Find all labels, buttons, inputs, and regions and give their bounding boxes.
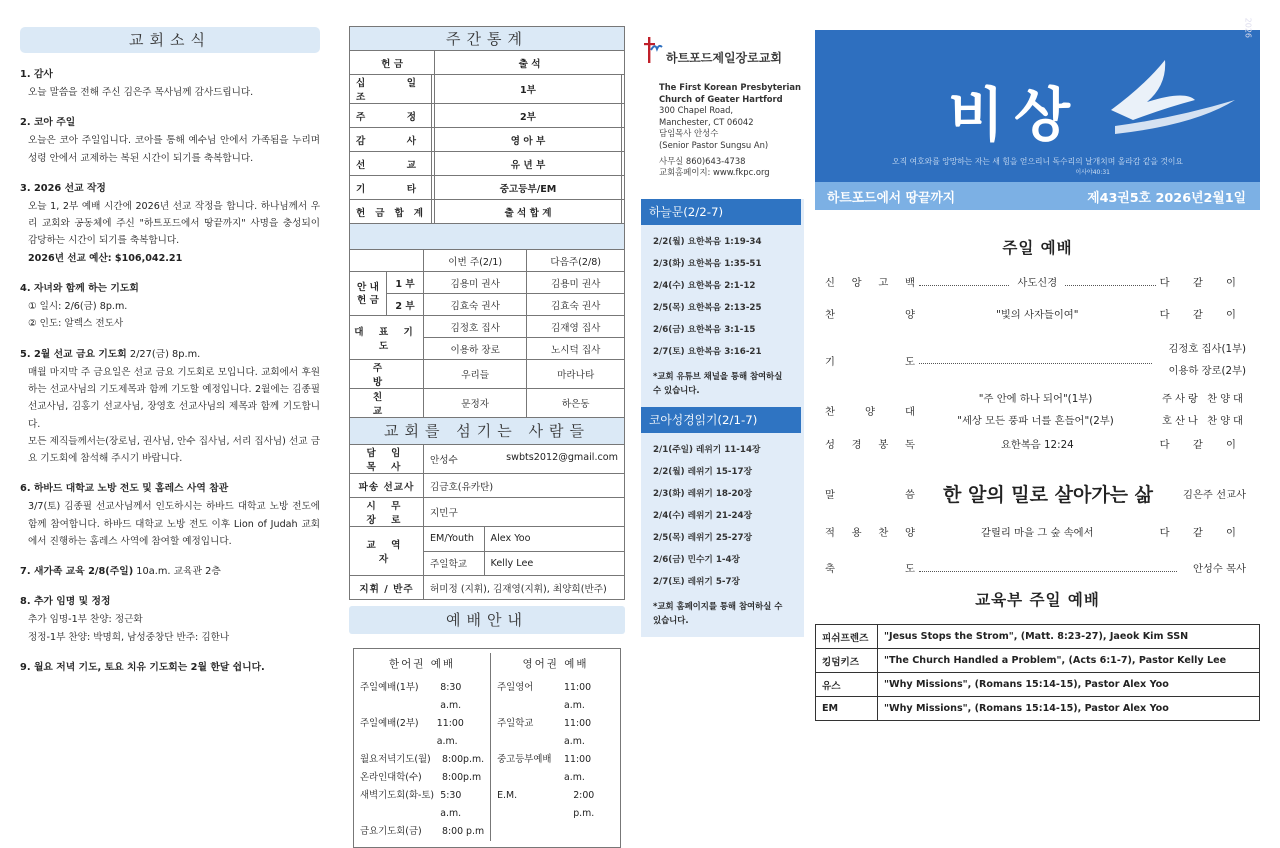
fellowship-label: 친 교 xyxy=(350,389,424,418)
news-item-heading: 7. 새가족 교육 2/8(주일) xyxy=(20,566,134,578)
news-item-body: 오늘은 코아 주일입니다. 코아를 통해 예수님 안에서 가족됨을 누리며 성령 안에서 교제하는 복된 시간이 되기를 축복합니다. xyxy=(28,135,320,164)
education-lesson: "The Church Handled a Problem", (Acts 6:1-7), Pastor Kelly Lee xyxy=(878,649,1260,673)
worship-item-content xyxy=(915,388,1156,432)
church-en-name: The First Korean Presbyterian xyxy=(659,82,802,92)
server-value: 안성수 xyxy=(430,455,458,466)
schedule-time: 8:00 p.m xyxy=(442,826,485,837)
worship-item-label: 찬 양 대 xyxy=(825,405,915,418)
news-item-heading: 4. 자녀와 함께 하는 기도회 xyxy=(20,283,139,295)
worship-item-title: 사도신경 xyxy=(1017,277,1058,289)
worship-leader: 이용하 장로(2부) xyxy=(1168,365,1246,377)
news-item-body: 매월 마지막 주 금요일은 선교 금요 기도회로 모입니다. 교회에서 후원하는 선교사님의 기도제목과 함께 기도할 예정입니다. 2월에는 김종필 선교사님, 김홍기 선교사님, 장영호 선교사님의 제목과 함께 기도합니다. xyxy=(28,366,320,430)
schedule-name: E.M. xyxy=(497,790,518,801)
worship-leader: 김정호 집사(1부) xyxy=(1168,343,1246,355)
reading-item: 2/7(토) 레위기 5-7장 xyxy=(653,576,740,587)
news-item-body: 오늘 1, 2부 예배 시간에 2026년 선교 작정을 합니다. 하나님께서 우리 교회와 공동체에 주신 "하트포드에서 땅끝까지" 사명을 충성되이 감당하는 시간이 되기를 축복합니다. xyxy=(28,200,320,247)
worship-item-content xyxy=(915,436,1160,451)
banner-verse: 오직 여호와를 앙망하는 자는 새 힘을 얻으리니 독수리의 날개치며 올라감 같을 것이요 xyxy=(892,157,1183,166)
duty-cell: 김용미 권사 xyxy=(424,272,527,294)
news-item-heading-suffix: 10a.m. 교육관 2층 xyxy=(133,566,221,578)
education-row xyxy=(816,673,1260,697)
news-item-body: ① 일시: 2/6(금) 8p.m. xyxy=(28,301,128,313)
offering-header: 헌 금 xyxy=(350,51,435,75)
duty-cell: 마라나타 xyxy=(527,360,625,389)
offer-label: 십 일 조 xyxy=(350,75,432,104)
news-item-body: 3/7(토) 김종필 선교사님께서 인도하시는 하바드 대학교 노방 전도에 함께 참여합니다. 하바드 대학교 노방 전도 이후 Lion of Judah 교회에서 진행하는 홈레스 사역에 참여할 예정입니다. xyxy=(28,501,320,548)
worship-order-title: 주일 예배 xyxy=(1002,239,1073,257)
schedule-name: 월요저녁기도(월) xyxy=(360,754,431,765)
staff-role: 주일학교 xyxy=(424,551,484,575)
worship-item-title: 갈릴리 마을 그 숲 속에서 xyxy=(981,527,1094,539)
worship-item-title: 요한복음 12:24 xyxy=(1000,439,1074,451)
reading-item: 2/7(토) 요한복음 3:16-21 xyxy=(653,346,762,357)
bible-reading-title: 코아성경읽기(2/1-7) xyxy=(641,407,801,433)
worship-item-content xyxy=(915,524,1160,539)
worship-item-leader: 김은주 선교사 xyxy=(1183,489,1246,501)
news-item xyxy=(20,593,320,646)
address-line: 300 Chapel Road, xyxy=(659,105,734,116)
server-label: 담 임 목 사 xyxy=(350,445,424,474)
worship-item-leader: 다 같 이 xyxy=(1159,309,1246,321)
worship-item-label: 기 도 xyxy=(825,355,915,368)
schedule-row xyxy=(497,679,614,715)
att-label: 중고등부/EM xyxy=(435,176,622,200)
service1-label: 1 부 xyxy=(387,272,424,294)
duty-cell: 김용미 권사 xyxy=(527,272,625,294)
worship-item-title: 한 알의 밀로 살아가는 삶 xyxy=(943,484,1153,506)
duty-cell: 이용하 장로 xyxy=(424,338,527,360)
duty-cell: 김정호 집사 xyxy=(424,316,527,338)
worship-item-label: 축 도 xyxy=(825,563,915,575)
banner-year: 2026 xyxy=(1243,17,1252,38)
news-item-title xyxy=(20,66,320,83)
offer-label: 선 교 xyxy=(350,152,432,176)
news-item-heading: 1. 감사 xyxy=(20,69,53,80)
address-line: Manchester, CT 06042 xyxy=(659,116,754,127)
news-item-heading: 9. 월요 저녁 기도, 토요 치유 기도회는 2월 한달 쉽니다. xyxy=(20,661,265,673)
weekly-stats-table xyxy=(349,50,625,224)
offer-label: 감 사 xyxy=(350,128,432,152)
news-item-heading: 8. 추가 임명 및 정정 xyxy=(20,596,111,608)
choir-song: "주 안에 하나 되어"(1부) xyxy=(978,393,1093,405)
worship-row xyxy=(825,436,1246,451)
dotted-leader xyxy=(1065,278,1155,286)
schedule-time: 8:00p.m xyxy=(442,772,482,783)
dotted-leader xyxy=(919,278,1009,286)
schedule-row xyxy=(497,787,614,823)
education-group: 피쉬프렌즈 xyxy=(816,625,878,649)
server-value: 지민구 xyxy=(424,498,625,527)
news-item-title xyxy=(20,280,320,297)
english-worship-header: 영어권 예배 xyxy=(522,658,589,670)
worship-item-leaders xyxy=(1156,388,1246,432)
weekly-stats-title: 주간통계 xyxy=(349,26,625,50)
duty-cell: 김효숙 권사 xyxy=(527,294,625,316)
news-item xyxy=(20,659,320,676)
church-name: 하트포드제일장로교회 xyxy=(666,51,782,65)
offer-total-label: 헌 금 합 계 xyxy=(350,200,432,224)
worship-item-title: "빛의 사자들이여" xyxy=(996,309,1079,321)
education-row xyxy=(816,625,1260,649)
news-item-title xyxy=(20,480,320,497)
attendance-header: 출 석 xyxy=(435,51,625,75)
duty-cell: 문정자 xyxy=(424,389,527,418)
news-item xyxy=(20,66,320,101)
servers-table xyxy=(349,444,625,600)
church-website[interactable]: 교회홈페이지: www.fkpc.org xyxy=(659,167,770,178)
reading-item: 2/3(화) 요한복음 1:35-51 xyxy=(653,258,762,269)
education-group: 유스 xyxy=(816,673,878,697)
worship-row xyxy=(825,306,1246,321)
reading-item: 2/3(화) 레위기 18-20장 xyxy=(653,488,752,499)
dotted-leader xyxy=(919,356,1152,364)
worship-leader: 주사랑 찬양대 xyxy=(1162,393,1246,405)
news-item-heading-suffix: 2/27(금) 8p.m. xyxy=(126,348,201,360)
att-total-label: 출 석 합 계 xyxy=(435,200,622,224)
worship-row xyxy=(825,388,1246,432)
news-item-heading: 6. 하바드 대학교 노방 전도 및 홈레스 사역 참관 xyxy=(20,483,229,495)
news-item xyxy=(20,346,320,468)
worship-item-label: 성 경 봉 독 xyxy=(825,439,915,451)
news-item-body: 오늘 말씀을 전해 주신 김은주 목사님께 감사드립니다. xyxy=(28,87,254,98)
issue-date: 제43권5호 2026년2월1일 xyxy=(1087,190,1246,206)
church-en-name: Church of Geater Hartford xyxy=(659,93,783,104)
senior-pastor-en: (Senior Pastor Sungsu An) xyxy=(659,139,769,150)
worship-item-leader: 다 같 이 xyxy=(1159,527,1246,539)
choir-value: 허미정 (지휘), 김재영(지휘), 최양희(반주) xyxy=(424,576,625,600)
att-label: 유 년 부 xyxy=(435,152,622,176)
duty-cell: 하은동 xyxy=(527,389,625,418)
news-item xyxy=(20,563,320,580)
education-group: EM xyxy=(816,697,878,721)
reading-item: 2/1(주일) 레위기 11-14장 xyxy=(653,444,761,455)
news-item-body: 추가 임명-1부 찬양: 정근화 xyxy=(28,614,143,626)
schedule-name: 주일영어 xyxy=(497,682,534,693)
choir-label: 지휘 / 반주 xyxy=(350,576,424,600)
news-item-body: 정정-1부 찬양: 박명희, 남성중창단 반주: 김한나 xyxy=(28,631,230,643)
news-item-body: 모든 제직들께서는(장로님, 권사님, 안수 집사님, 서리 집사님) 선교 금요 기도회에 참석해 주시기 바랍니다. xyxy=(28,435,320,465)
cross-logo-icon xyxy=(643,35,663,65)
worship-item-leaders xyxy=(1156,338,1246,382)
senior-pastor: 담임목사 안성수 xyxy=(659,128,719,139)
schedule-time: 8:00p.m. xyxy=(442,754,485,765)
reading-item: 2/4(수) 요한복음 2:1-12 xyxy=(653,280,756,291)
news-item-body: ② 인도: 알렉스 전도사 xyxy=(28,318,124,330)
education-lesson: "Why Missions", (Romans 15:14-15), Pastor Alex Yoo xyxy=(878,697,1260,721)
cover-banner xyxy=(815,17,1260,182)
schedule-name: 온라인대학(수) xyxy=(360,772,422,783)
schedule-time: 11:00 a.m. xyxy=(564,754,592,783)
worship-item-label: 찬 양 xyxy=(825,309,915,321)
schedule-name: 중고등부예배 xyxy=(497,754,552,765)
schedule-time: 11:00 a.m. xyxy=(564,682,592,711)
schedule-row xyxy=(497,751,614,787)
news-item-title xyxy=(20,563,320,580)
worship-row xyxy=(825,524,1246,539)
schedule-row xyxy=(360,715,484,751)
news-item-highlight: 2026년 선교 예산: $106,042.21 xyxy=(28,252,183,264)
staff-name: Kelly Lee xyxy=(484,551,624,575)
office-phone: 사무실 860)643-4738 xyxy=(659,155,746,166)
worship-item-content xyxy=(915,356,1156,364)
news-item-title xyxy=(20,114,320,131)
education-title: 교육부 주일 예배 xyxy=(975,591,1100,609)
worship-item-label: 신 앙 고 백 xyxy=(825,277,915,289)
schedule-time: 2:00 p.m. xyxy=(573,790,595,819)
att-label: 2부 xyxy=(435,104,622,128)
news-item xyxy=(20,280,320,333)
news-item-heading: 3. 2026 선교 작정 xyxy=(20,182,106,194)
daily-bread-box xyxy=(641,199,804,407)
news-item-title xyxy=(20,659,320,676)
duty-table xyxy=(349,249,625,418)
worship-schedule xyxy=(353,648,621,848)
news-item-title xyxy=(20,593,320,610)
worship-row xyxy=(825,338,1246,382)
schedule-row xyxy=(497,715,614,751)
schedule-name: 주일예배(1부) xyxy=(360,682,419,693)
schedule-time: 8:30 a.m. xyxy=(440,682,462,711)
kitchen-label: 주 방 xyxy=(350,360,424,389)
schedule-time: 11:00 a.m. xyxy=(436,718,464,747)
reading-item: 2/2(월) 레위기 15-17장 xyxy=(653,466,752,477)
cover-column xyxy=(815,17,1260,721)
schedule-name: 주일예배(2부) xyxy=(360,718,419,729)
schedule-row xyxy=(360,751,484,769)
daily-bread-note: *교회 유튜브 채널을 통해 참여하실 수 있습니다. xyxy=(653,370,783,395)
education-row xyxy=(816,697,1260,721)
news-item-heading: 5. 2월 선교 금요 기도회 xyxy=(20,348,127,360)
schedule-name: 금요기도회(금) xyxy=(360,826,422,837)
worship-leader: 호산나 찬양대 xyxy=(1162,415,1246,427)
duty-cell: 우리들 xyxy=(424,360,527,389)
bulletin-title: 비상 xyxy=(948,81,1081,149)
dotted-leader xyxy=(919,564,1177,572)
schedule-row xyxy=(360,787,484,823)
news-item-title xyxy=(20,180,320,197)
church-address xyxy=(641,82,804,179)
duty-cell: 김효숙 권사 xyxy=(424,294,527,316)
korean-worship-header: 한어권 예배 xyxy=(389,658,456,670)
worship-schedule-title: 예배안내 xyxy=(349,606,625,634)
reading-item: 2/6(금) 민수기 1-4장 xyxy=(653,554,740,565)
worship-item-content xyxy=(915,480,1181,507)
usher-label: 안 내 헌 금 xyxy=(350,272,387,316)
worship-item-leader: 다 같 이 xyxy=(1159,439,1246,451)
duty-cell: 김재영 집사 xyxy=(527,316,625,338)
education-lesson: "Why Missions", (Romans 15:14-15), Pastor Alex Yoo xyxy=(878,673,1260,697)
church-news-title: 교회소식 xyxy=(20,27,320,53)
att-label: 1부 xyxy=(435,75,622,104)
next-week-header: 다음주(2/8) xyxy=(527,250,625,272)
service2-label: 2 부 xyxy=(387,294,424,316)
choir-song: "세상 모든 풍파 너를 흔들어"(2부) xyxy=(957,415,1114,427)
education-row xyxy=(816,649,1260,673)
worship-row xyxy=(825,560,1246,575)
worship-order xyxy=(815,258,1260,588)
daily-bread-title: 하늘문(2/2-7) xyxy=(641,199,801,225)
church-logo xyxy=(643,33,804,66)
church-news xyxy=(20,27,320,677)
servers-title: 교회를 섬기는 사람들 xyxy=(349,418,625,444)
news-item xyxy=(20,480,320,550)
schedule-row xyxy=(360,823,484,841)
offer-label: 기 타 xyxy=(350,176,432,200)
reading-item: 2/4(수) 레위기 21-24장 xyxy=(653,510,752,521)
reading-item: 2/2(월) 요한복음 1:19-34 xyxy=(653,236,762,247)
bible-reading-note: *교회 홈페이지를 통해 참여하실 수 있습니다. xyxy=(653,600,783,625)
schedule-row xyxy=(360,769,484,787)
schedule-name: 새벽기도회(화-토) xyxy=(360,790,435,801)
schedule-time: 11:00 a.m. xyxy=(564,718,592,747)
schedule-time: 5:30 a.m. xyxy=(440,790,462,819)
education-table xyxy=(815,624,1260,721)
duty-cell: 노시덕 집사 xyxy=(527,338,625,360)
offer-label: 주 정 xyxy=(350,104,432,128)
church-motto: 하트포드에서 땅끝까지 xyxy=(827,190,956,206)
education-group: 킹덤키즈 xyxy=(816,649,878,673)
server-label: 파송 선교사 xyxy=(350,474,424,498)
this-week-header: 이번 주(2/1) xyxy=(424,250,527,272)
weekly-stats-panel xyxy=(349,26,625,848)
reading-item: 2/5(목) 레위기 25-27장 xyxy=(653,532,752,543)
cover-subbar xyxy=(815,182,1260,210)
news-item xyxy=(20,180,320,267)
prayer-rep-label: 대 표 기 도 xyxy=(350,316,424,360)
reading-item: 2/6(금) 요한복음 3:1-15 xyxy=(653,324,756,335)
education-lesson: "Jesus Stops the Strom", (Matt. 8:23-27), Jaeok Kim SSN xyxy=(878,625,1260,649)
bible-reading-box xyxy=(641,407,804,637)
worship-item-content xyxy=(915,564,1181,572)
schedule-row xyxy=(360,679,484,715)
worship-row xyxy=(825,274,1246,289)
church-info-column xyxy=(641,33,804,637)
news-item-title xyxy=(20,346,320,363)
staff-role: EM/Youth xyxy=(424,527,484,551)
news-item xyxy=(20,114,320,167)
worship-item-leader: 다 같 이 xyxy=(1159,277,1246,289)
worship-row xyxy=(825,480,1246,507)
worship-item-leader: 안성수 목사 xyxy=(1192,563,1246,575)
pastor-email: swbts2012@gmail.com xyxy=(506,452,618,463)
worship-item-label: 적 용 찬 양 xyxy=(825,527,915,539)
reading-item: 2/5(목) 요한복음 2:13-25 xyxy=(653,302,762,313)
att-label: 영 아 부 xyxy=(435,128,622,152)
worship-item-content xyxy=(915,274,1160,289)
schedule-name: 주일학교 xyxy=(497,718,534,729)
staff-label: 교 역 자 xyxy=(350,527,424,576)
server-label: 시 무 장 로 xyxy=(350,498,424,527)
worship-item-label: 말 씀 xyxy=(825,489,915,501)
news-item-heading: 2. 코아 주일 xyxy=(20,117,76,129)
worship-item-content xyxy=(915,306,1160,321)
server-value: 김금호(유카탄) xyxy=(424,474,625,498)
staff-name: Alex Yoo xyxy=(490,533,531,545)
banner-verse-ref: 이사야40:31 xyxy=(1075,169,1110,176)
